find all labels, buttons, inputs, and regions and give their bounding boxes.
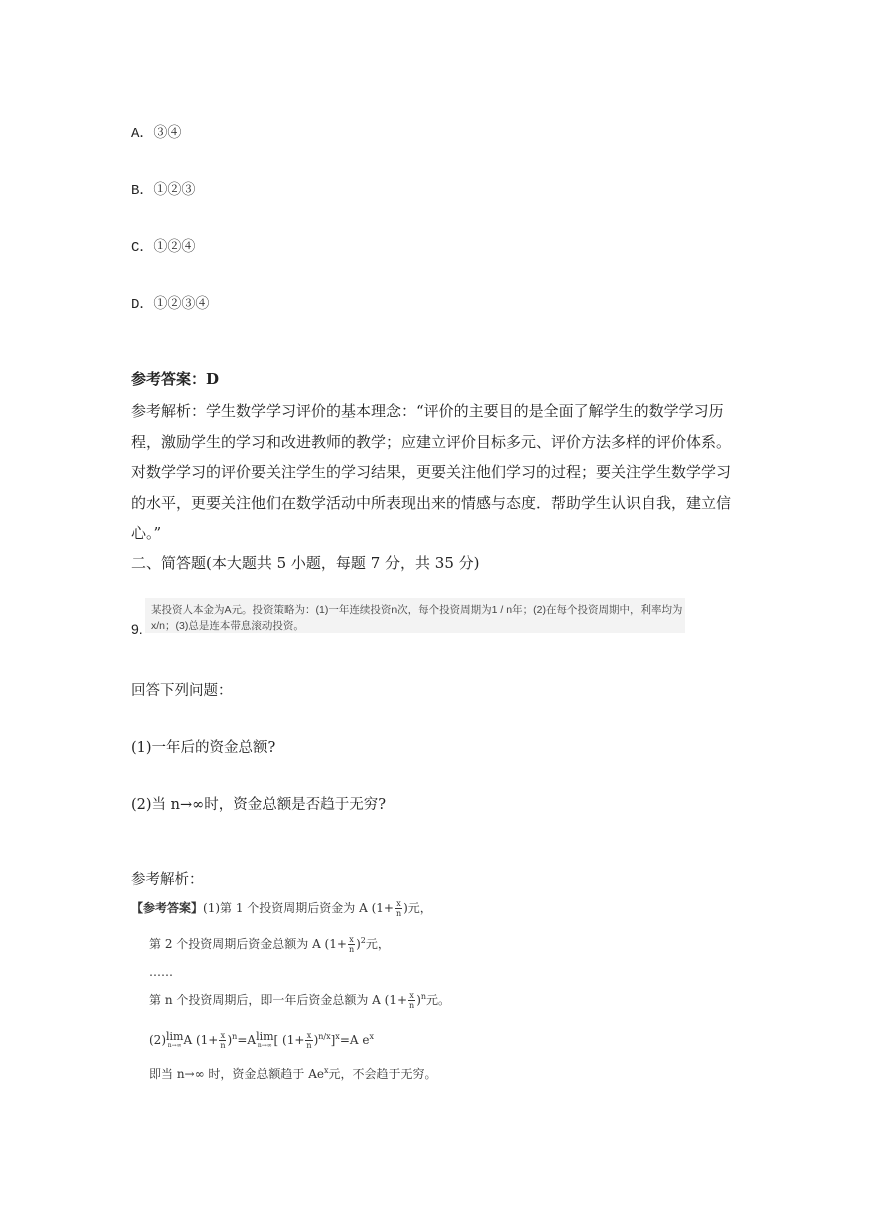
solution-line-3: …… [149,965,173,979]
question-line: x/n；(3)总是连本带息滚动投资。 [151,620,304,632]
question-number: 9. [131,621,143,637]
question-line: 某投资人本金为A元。投资策略为：(1)一年连续投资n次，每个投资周期为1 / n年；(2)在每个投资周期中，利率均为 [151,604,683,616]
analysis-line: 参考解析：学生数学学习评价的基本理念：“评价的主要目的是全面了解学生的数学学习历 [131,402,724,420]
solution-label: 参考解析： [131,872,204,888]
question-image [145,598,685,633]
solution-header: 【参考答案】 [131,901,204,915]
sub-question-2: (2)当 n→∞时，资金总额是否趋于无穷? [131,797,386,813]
sub-question-1: (1)一年后的资金总额? [131,740,276,756]
analysis-line: 程，激励学生的学习和改进教师的教学；应建立评价目标多元、评价方法多样的评价体系。 [131,432,732,451]
option-c: C．①②④ [131,240,196,256]
solution-image [131,895,481,1090]
answer-line: 参考答案：D [131,370,220,388]
solution-line-6: 即当 n→∞ 时，资金总额趋于 Ae$^x$元，不会趋于无穷。 [149,1066,437,1081]
analysis-line: 对数学学习的评价要关注学生的学习结果，更要关注他们学习的过程；要关注学生数学学习 [131,463,732,481]
analysis-line: 的水平，更要关注他们在数学活动中所表现出来的情感与态度．帮助学生认识自我，建立信 [131,493,732,512]
solution-line-1: 【参考答案】(1)第 1 个投资周期后资金为 A (1+ $\frac{x}{n}$ )元， [131,899,432,918]
solution-line-2: 第 2 个投资周期后资金总额为 A (1+ $\frac{x}{n}$ )$^2$元， [149,935,390,954]
analysis-paragraph [131,396,741,549]
option-b: B．①②③ [131,183,196,199]
option-d: D．①②③④ [131,297,210,313]
prompt-text: 回答下列问题： [131,683,233,699]
analysis-line: 心。” [131,524,162,542]
section-title: 二、简答题(本大题共 5 小题，每题 7 分，共 35 分) [131,554,480,572]
solution-line-4: 第 n 个投资周期后，即一年后资金总额为 A (1+ $\frac{x}{n}$ )$^n$元。 [149,991,451,1010]
option-a: A．③④ [131,126,182,142]
solution-line-5: (2) lim n→∞ A (1+ $\frac{x}{n}$ )$^n$=A lim n→∞ [ (1+ $\frac{x}{n}$ )$^{n/x}$]$^x$=A $e^x$ [149,1029,374,1050]
fraction: $\frac{x}{n}$ [395,899,402,918]
